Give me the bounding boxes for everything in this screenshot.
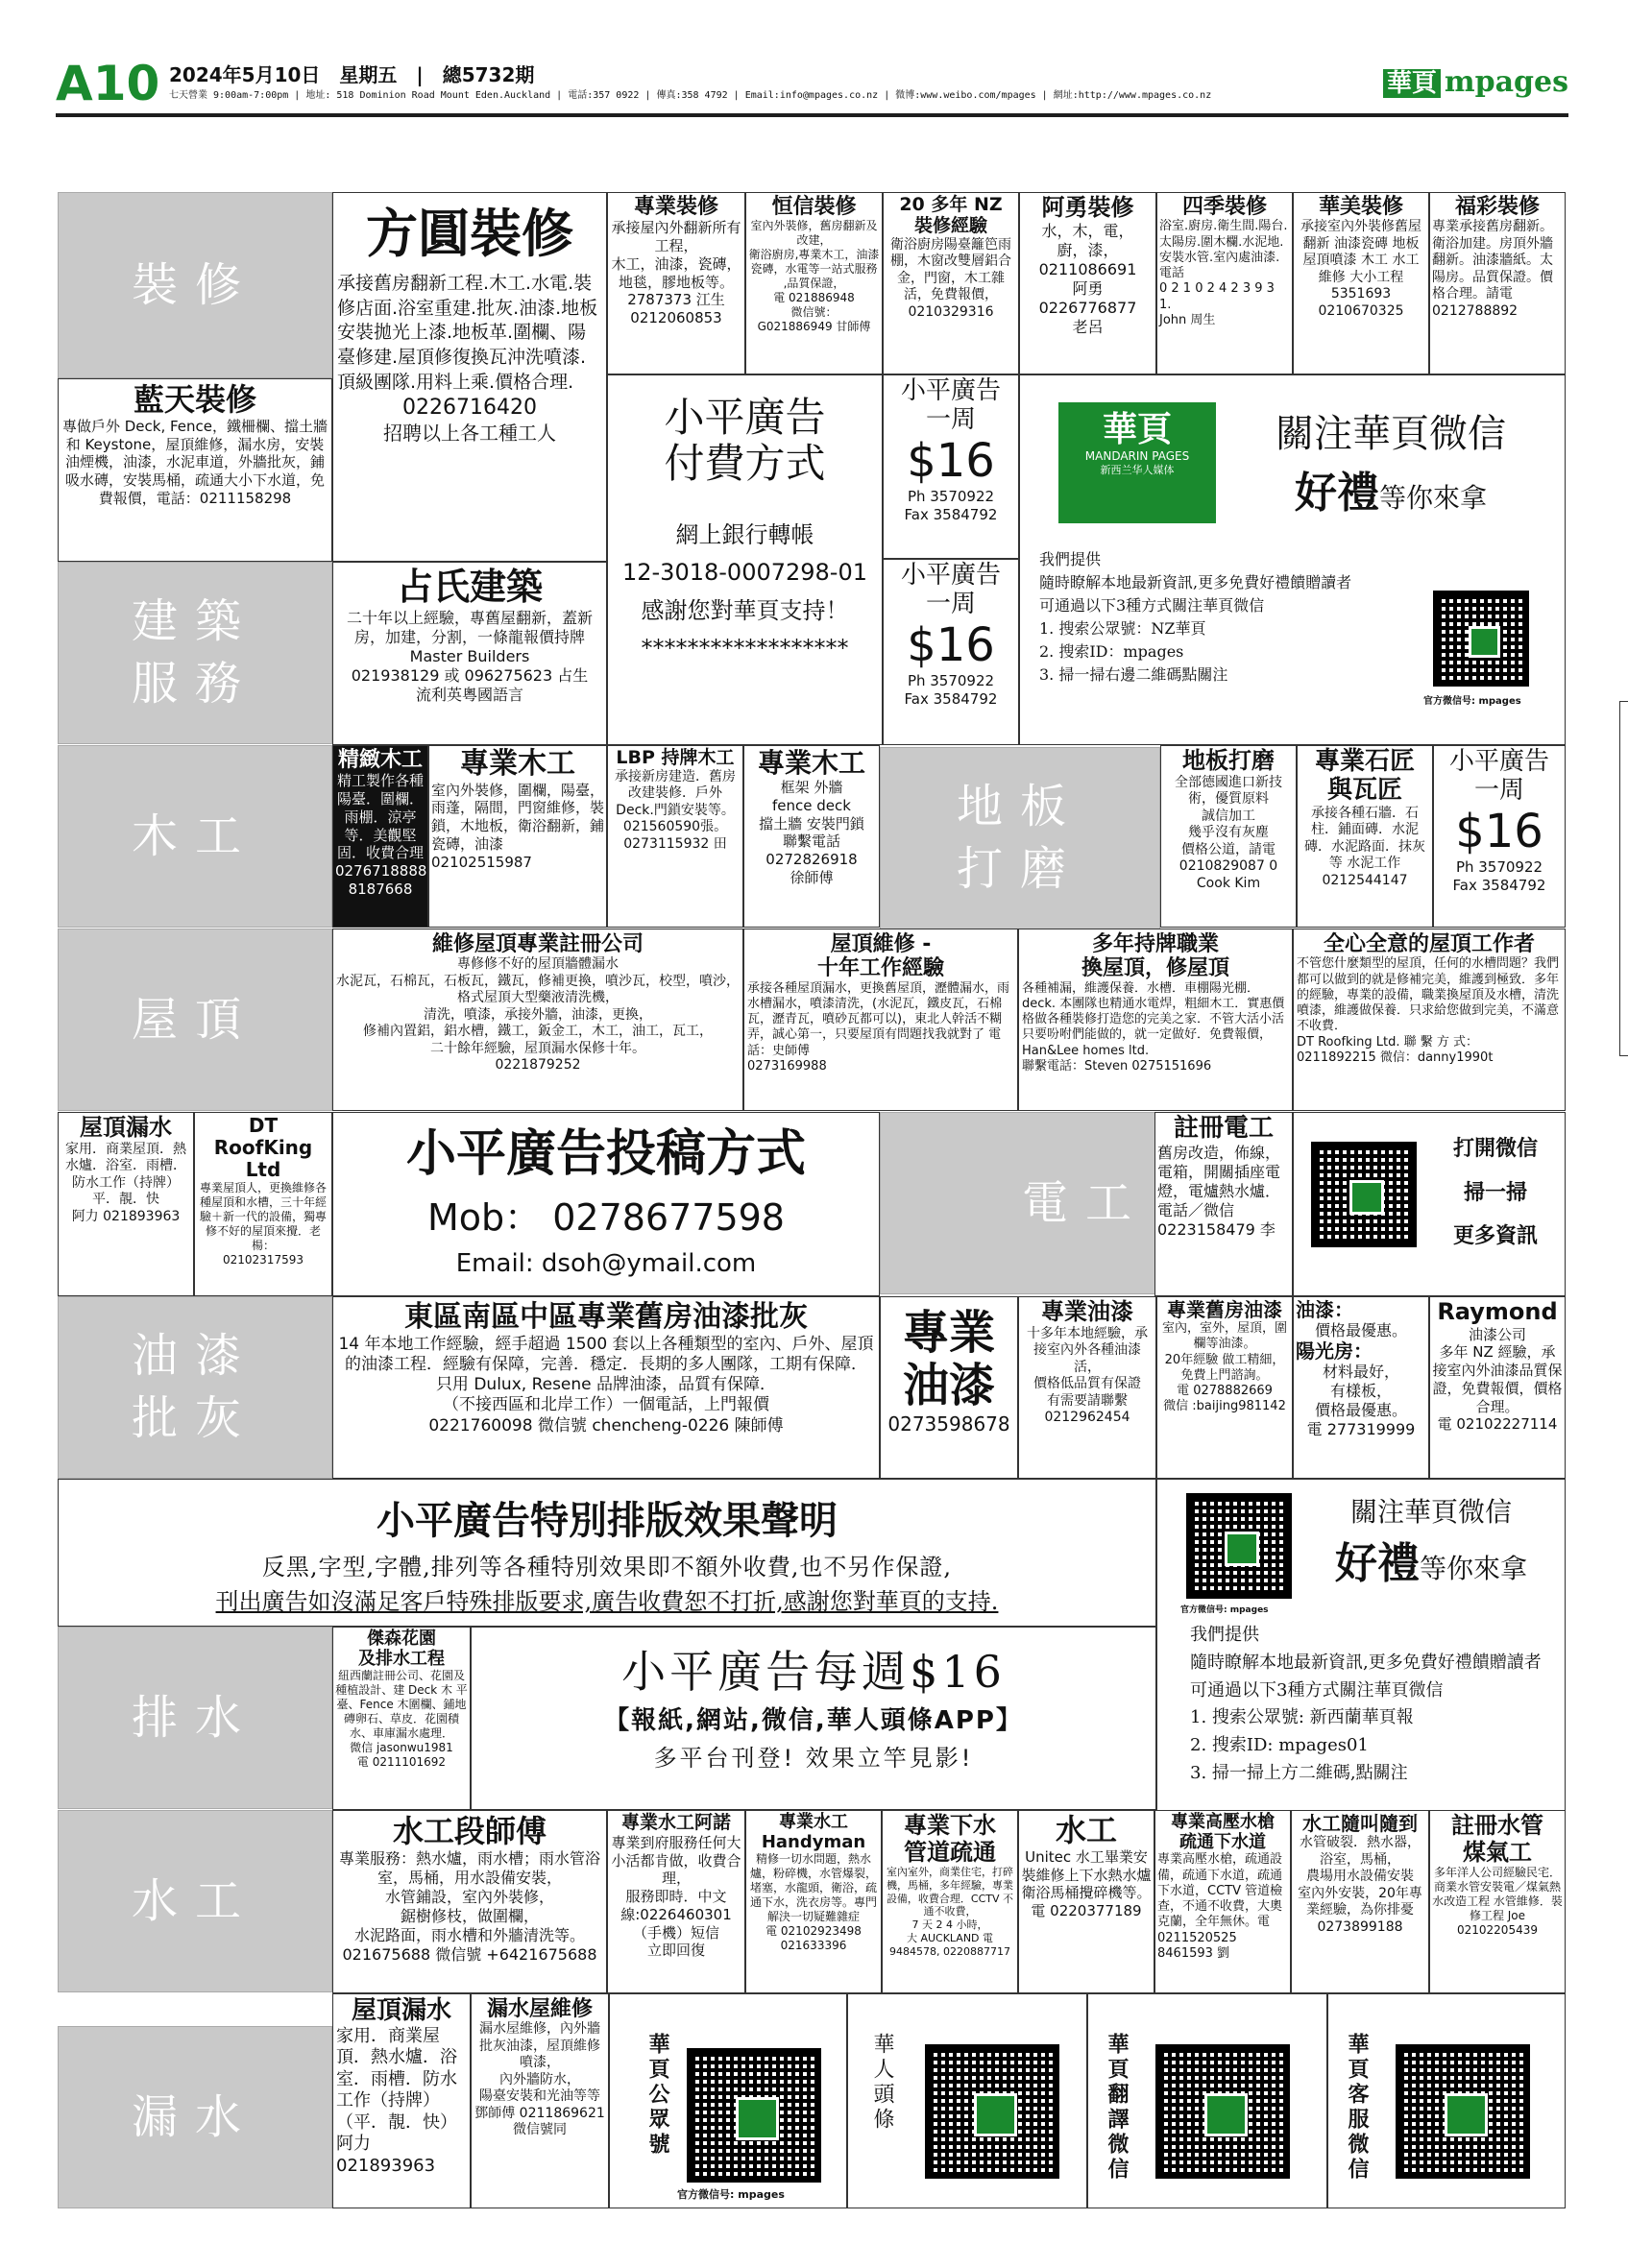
- ad-tougao: 小平廣告投稿方式 Mob： 0278677598 Email: dsoh@ymail.com: [332, 1112, 880, 1296]
- ad-dongqu-youqi: 東區南區中區專業舊房油漆批灰 14 年本地工作經驗，經手超過 1500 套以上各種類型的室內、戶外、屋頂的油漆工程．經驗有保障，完善．穩定．長期的多人團隊，工期有保障．只用 Dulux, Resene 品牌油漆，品質有保障． （不接西區和北岸工作）一個電話，上門報價 0221760098 微信號 chencheng-0226 陳師傅: [332, 1296, 880, 1479]
- ad-siji: 四季裝修 浴室.廚房.衛生間.陽台.太陽房.圍木欄.水泥地.安裝水管.室內處油漆.電話 0 2 1 0 2 4 2 3 9 3 1. John 周生: [1156, 192, 1293, 374]
- qr-code[interactable]: [1396, 2044, 1530, 2179]
- ad-jiufang-youqi: 專業舊房油漆 室內，室外，屋頂，圍欄等油漆。 20年經驗 做工精細，免費上門諮詢。 電 0278882669 微信 :baijing981142: [1156, 1296, 1293, 1479]
- ad-20-years: 20 多年 NZ 裝修經驗 衛浴廚房陽臺籬笆雨棚，木窗改雙層鋁合金，門窗，木工雜活，免費報價， 0210329316: [883, 192, 1019, 374]
- qr-code[interactable]: [1311, 1142, 1417, 1247]
- ad-zhuanye-youqi-big: 專業 油漆 0273598678: [880, 1296, 1018, 1479]
- ad-chipai: 多年持牌職業 換屋頂，修屋頂 各種補漏，維護保養．水槽．車棚陽光棚．deck. 本團隊也精通水電焊，粗細木工．實惠價格做各種裝修打造您的完美之家．不管大活小活只要吩咐們能做的，就一定做好．免費報價，Han&Lee homes ltd. 聯繫電話：Steven 0275151696: [1018, 929, 1293, 1111]
- ad-wechat-follow-2: 官方微信号: mpages 關注華頁微信 好禮等你來拿 我們提供 隨時瞭解本地最新資訊,更多免費好禮饋贈讀者 可通過以下3種方式關注華頁微信 1. 搜索公眾號: 新西蘭華頁報 2. 搜索ID: mpages01 3. 掃一掃上方二維碼,點關注: [1156, 1479, 1566, 1811]
- ad-shuigong-duan: 水工段師傅 專業服務：熱水爐，雨水槽；雨水管浴室，馬桶，用水設備安裝， 水管鋪設，室內外裝修， 鋸樹修枝，做圍欄， 水泥路面，雨水槽和外牆清洗等。 021675688 微信號 +6421675688: [332, 1810, 607, 1993]
- ad-quanxin: 全心全意的屋頂工作者 不管您什麼類型的屋頂，任何的水槽問題？我們都可以做到的就是修補完美，維護到極致．多年的經驗，專業的設備，職業換屋頂及水槽，清洗噴漆，維護做保養．只求給您做到完美，不滿意不收費． DT Roofking Ltd. 聯 繫 方 式： 0211892215 微信：danny1990t: [1293, 929, 1566, 1111]
- ad-wuding-weixiu: 屋頂維修 - 十年工作經驗 承接各種屋頂漏水，更換舊屋頂，瀝體漏水，雨水槽漏水，噴漆清洗，(水泥瓦，鐵皮瓦，石棉瓦，瀝青瓦，噴砂瓦都可以)，東北人幹活不糊弄，誠心第一，只要屋頂有問題找我就對了 電話：史師傅 0273169988: [743, 929, 1018, 1111]
- category-mugong: 木工: [58, 745, 332, 928]
- ad-zhuanye-mugong-2: 專業木工 框架 外牆 fence deck 擋土牆 安裝門鎖 聯繫電話 0272826918 徐師傅: [743, 745, 880, 928]
- ad-meizhou: 小平廣告每週$16 【報紙,網站,微信,華人頭條APP】 多平台刊登! 效果立竿見影!: [471, 1627, 1156, 1810]
- ad-payment: 小平廣告 付費方式 網上銀行轉帳 12-3018-0007298-01 感謝您對華頁支持！ ******************: [607, 374, 883, 745]
- ad-qr-kefu: 華頁客服微信: [1327, 1993, 1566, 2208]
- category-diban: 地板 打磨: [880, 747, 1160, 929]
- ad-ayong: 阿勇裝修 水，木，電， 廚，漆， 0211086691 阿勇 0226776877 老呂: [1019, 192, 1156, 374]
- page-header: [56, 54, 1568, 117]
- category-youqi: 油漆 批灰: [58, 1296, 332, 1479]
- category-loushui: 漏水: [58, 2026, 332, 2208]
- ad-dt-roofking: DT RoofKing Ltd 專業屋頂人，更換維修各種屋頂和水槽，三十年經驗＋新一代的設備，獨專修不好的屋頂來攪．老楊： 02102317593: [194, 1112, 332, 1296]
- ad-shengming: 小平廣告特別排版效果聲明 反黑,字型,字體,排列等各種特別效果即不額外收費,也不另作保證, 刊出廣告如沒滿足客戶特殊排版要求,廣告收費恕不打折,感謝您對華頁的支持.: [58, 1479, 1156, 1627]
- category-zhuangxiu: 裝修: [58, 192, 332, 378]
- contact-info: 七天營業 9:00am-7:00pm | 地址: 518 Dominion Road Mount Eden.Auckland | 電話:357 0922 | 傳真:358 4792 | Email:info@mpages.co.nz | 微博:www.weibo.com/mpages | 網址:http://www.mpages.co.nz: [169, 90, 1212, 101]
- ad-wechat-scan: 打開微信 掃一掃 更多資訊: [1293, 1112, 1566, 1296]
- page-edge-tab: [1619, 701, 1628, 1056]
- ad-wuding-loushui-1: 屋頂漏水 家用．商業屋頂．熱水爐．浴室．雨槽． 防水工作（持牌） 平．靚．快 阿力 021893963: [58, 1112, 194, 1296]
- ad-zhuanye-youqi: 專業油漆 十多年本地經驗，承接室內外各種油漆活， 價格低品質有保證 有需要請聯繫 0212962454: [1018, 1296, 1156, 1479]
- ad-ahuo: 專業水工阿諾 專業到府服務任何大小活都肯做，收費合理， 服務即時．中文線:0226460301 （手機）短信 立即回復: [607, 1810, 745, 1993]
- ad-fangyuan: 方圓裝修 承接舊房翻新工程.木工.水電.裝修店面.浴室重建.批灰.油漆.地板安裝拋光上漆.地板革.圍欄、陽臺修建.屋頂修復換瓦沖洗噴漆.頂級團隊.用料上乘.價格合理. 0226716420 招聘以上各工種工人: [332, 192, 607, 562]
- ad-zhanshi: 占氏建築 二十年以上經驗，專舊屋翻新，蓋新房，加建，分割，一條龍報價持牌 Master Builders 021938129 或 096275623 占生 流利英粵國語言: [332, 562, 607, 745]
- qr-code[interactable]: [925, 2044, 1059, 2179]
- ad-qr-huarentoutiao: 華人頭條: [847, 1993, 1087, 2208]
- ad-handyman: 專業水工 Handyman 精修一切水問題，熱水爐，粉碎機，水管爆裂，堵塞，水龍頭，衛浴，疏通下水，洗衣房等。專門解決一切疑難雜症 電 02102923498 021633396: [745, 1810, 882, 1993]
- ad-zhuce-wuding: 維修屋頂專業註冊公司 專修修不好的屋頂牆體漏水 水泥瓦，石棉瓦，石板瓦，鐵瓦，修補更換，噴沙瓦，校型，噴沙，格式屋頂大型藥液清洗機， 清洗，噴漆，承接外牆，油漆，更換， 修補內置鋁，鋁水槽，鐵工，鈑金工，木工，油工，瓦工， 二十餘年經驗，屋頂漏水保修十年。 0221879252: [332, 929, 743, 1111]
- ad-shijiang: 專業石匠 與瓦匠 承接各種石牆．石柱．鋪面磚．水泥磚．水泥路面．抹灰 等 水泥工作 0212544147: [1297, 745, 1433, 928]
- ad-hengxin: 恒信裝修 室內外裝修，舊房翻新及改建， 衛浴廚房,專業木工，油漆瓷磚，水電等一站式服務 ,品質保證， 電 021886948 微信號： G021886949 甘師傅: [745, 192, 883, 374]
- ad-suijiao: 水工隨叫隨到 水管破裂．熱水器， 浴室，馬桶， 農場用水設備安裝 室內外安裝，20年專業經驗，為你排憂 0273899188: [1291, 1810, 1429, 1993]
- ad-qr-fanyi: 華頁翻譯微信: [1087, 1993, 1327, 2208]
- category-shuigong: 水工: [58, 1810, 332, 1992]
- category-paishui: 排水: [58, 1627, 332, 1809]
- qr-code[interactable]: [1155, 2044, 1290, 2179]
- ad-xiaoping-week-a: 小平廣告 一周 $16 Ph 3570922 Fax 3584792: [883, 374, 1019, 559]
- ad-jiesen: 傑森花園 及排水工程 紐西蘭註冊公司、花園及種植設計、建 Deck 木 平 臺、Fence 木圍欄、鋪地磚卵石、草皮．花園積水、車庫漏水處理． 微信 jasonwu1981 電 0211101692: [332, 1627, 471, 1810]
- mpages-logo: 華頁 mpages: [1383, 63, 1568, 99]
- issue-date: 2024年5月10日 星期五 | 總5732期: [169, 63, 535, 86]
- qr-code[interactable]: [1186, 1493, 1292, 1599]
- ad-loushuiwu: 漏水屋維修 漏水屋維修，內外牆批灰油漆，屋頂維修噴漆， 內外牆防水， 陽臺安裝和光油等等 鄧師傅 0211869621 微信號同: [471, 1993, 609, 2208]
- ad-xiashuidao: 專業下水 管道疏通 室內室外，商業住宅，打碎機，馬桶，多年經驗，專業設備，收費合理．CCTV 不通不收費， 7 天 2 4 小時， 大 AUCKLAND 電 9484578, 0220887717: [882, 1810, 1018, 1993]
- ad-shuigong: 水工 Unitec 水工畢業安裝維修上下水熱水爐衛浴馬桶攪碎機等。 電 0220377189: [1018, 1810, 1154, 1993]
- qr-code[interactable]: [687, 2048, 821, 2183]
- ad-qr-gongzhonghao: 華頁公眾號 官方微信号: mpages: [609, 1993, 847, 2208]
- ad-yangguang: 油漆： 價格最優惠。 陽光房： 材料最好， 有樣板， 價格最優惠。 電 277319999: [1293, 1296, 1429, 1479]
- ad-zhuce-diangong: 註冊電工 舊房改造，佈線，電箱，開關插座電燈，電爐熱水爐．電話／微信 0223158479 李: [1154, 1112, 1293, 1296]
- ad-wuding-loushui-2: 屋頂漏水 家用．商業屋頂．熱水爐．浴室．雨槽．防水工作（持牌）（平．靚．快）阿力 021893963: [332, 1993, 471, 2208]
- page-number: A10: [56, 56, 160, 111]
- ad-zhuce-shuiguan: 註冊水管 煤氣工 多年洋人公司經驗民宅．商業水管安裝電／煤氣熱水改造工程 水管維修．裝修工程 Joe 02102205439: [1429, 1810, 1566, 1993]
- ad-fucai: 福彩裝修 專業承接舊房翻新。衛浴加建。房頂外牆翻新。油漆牆紙。太陽房。品質保證。價格合理。請電 0212788892: [1429, 192, 1566, 374]
- ad-gaoya: 專業高壓水槍 疏通下水道 專業高壓水槍，疏通設備，疏通下水道，疏通下水道，CCTV 管道檢查，不通不收費，大奧克蘭，全年無休。電 0211520525 8461593 劉: [1154, 1810, 1291, 1993]
- ad-lantian: 藍天裝修 專做戶外 Deck, Fence，鐵柵欄、擋土牆和 Keystone，屋頂維修，漏水房，安裝油煙機，油漆，水泥車道，外牆批灰，鋪吸水磚，安裝馬桶，疏通大小下水道，免費報價，電話：0211158298: [58, 378, 332, 562]
- ad-zhuanye-zhuangxiu: 專業裝修 承接屋內外翻新所有工程， 木工，油漆，瓷磚，地毯，膠地板等。 2787373 江生 0212060853: [607, 192, 745, 374]
- category-diangong: 電工: [880, 1112, 1291, 1294]
- ad-lbp: LBP 持牌木工 承接新房建造．舊房改建裝修．戶外 Deck.門鎖安裝等。 021560590張。 0273115932 田: [607, 745, 743, 928]
- ad-zhuanye-mugong-1: 專業木工 室內外裝修，圍欄，陽臺，雨蓬，隔間，門窗維修，裝鎖，木地板，衛浴翻新，鋪瓷磚，油漆 02102515987: [428, 745, 607, 928]
- ad-jingzhi-mugong: 精緻木工 精工製作各種陽臺．圍欄．雨棚．涼亭等．美觀堅固．收費合理 0276718888 8187668: [332, 745, 428, 928]
- ad-huamei: 華美裝修 承接室內外裝修舊屋翻新 油漆瓷磚 地板 屋頂噴漆 木工 水工 維修 大小工程 5351693 0210670325: [1293, 192, 1429, 374]
- ad-diban-damo: 地板打磨 全部德國進口新技術，優質原料 誠信加工 幾乎沒有灰塵 價格公道，請電 0210829087 0 Cook Kim: [1160, 745, 1297, 928]
- category-wuding: 屋頂: [58, 929, 332, 1111]
- mandarin-pages-logo: 華頁 MANDARIN PAGES 新西兰华人媒体: [1058, 402, 1216, 523]
- ad-raymond: Raymond 油漆公司 多年 NZ 經驗，承接室內外油漆品質保證，免費報價，價格合理。 電 02102227114: [1429, 1296, 1566, 1479]
- ad-xiaoping-week-b: 小平廣告 一周 $16 Ph 3570922 Fax 3584792: [883, 559, 1019, 745]
- ad-xiaoping-week-c: 小平廣告 一周 $16 Ph 3570922 Fax 3584792: [1433, 745, 1566, 928]
- category-jianzhu: 建築 服務: [58, 562, 332, 744]
- qr-code[interactable]: [1433, 591, 1529, 687]
- ad-wechat-follow: 華頁 MANDARIN PAGES 新西兰华人媒体 關注華頁微信 好禮等你來拿 我們提供 隨時瞭解本地最新資訊,更多免費好禮饋贈讀者 可通過以下3種方式關注華頁微信 1. 搜索公眾號：NZ華頁 2. 搜索ID：mpages 3. 掃一掃右邊二維碼點關注 官方微信号: mpages: [1019, 374, 1566, 745]
